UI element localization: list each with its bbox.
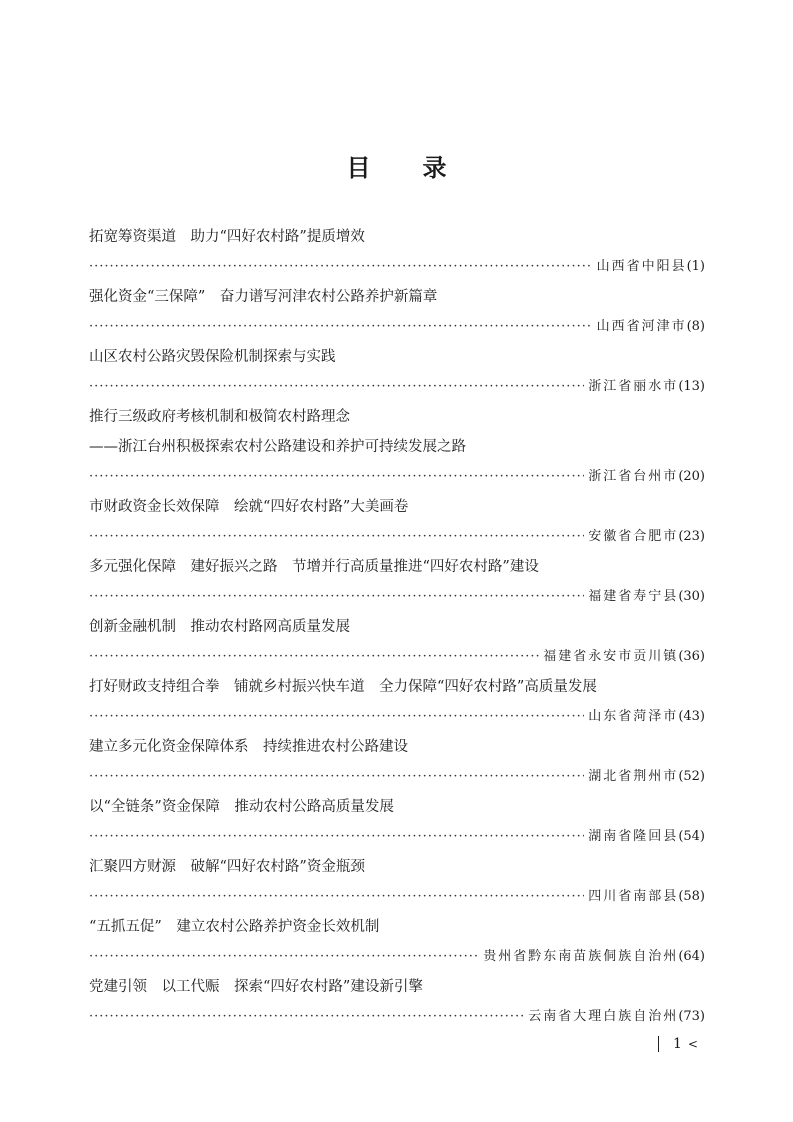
toc-entry-page: (54) [678, 829, 705, 844]
toc-entry-place: 山西省中阳县 [596, 259, 687, 274]
toc-entry-page: (52) [678, 769, 705, 784]
toc-entry-place: 安徽省合肥市 [588, 529, 679, 544]
toc-leader-line [89, 822, 705, 852]
toc-entry-place: 贵州省黔东南苗族侗族自治州 [483, 949, 679, 964]
toc-entry-page: (1) [686, 259, 705, 274]
toc-entry-place: 四川省南部县 [588, 889, 679, 904]
toc-leader-line [89, 702, 705, 732]
footer-arrow-icon: < [687, 1037, 698, 1051]
table-of-contents [89, 222, 705, 1032]
toc-entry-title: 多元强化保障 建好振兴之路 节增并行高质量推进“四好农村路”建设 [89, 559, 539, 575]
toc-leader-line [89, 882, 705, 912]
toc-entry[interactable] [89, 732, 705, 792]
toc-entry-page: (30) [678, 589, 705, 604]
toc-entry[interactable] [89, 672, 705, 732]
footer-divider [658, 1036, 659, 1052]
toc-leader-line [89, 522, 705, 552]
toc-leader-line [89, 582, 705, 612]
toc-entry-title: “五抓五促” 建立农村公路养护资金长效机制 [89, 919, 380, 935]
toc-leader-line [89, 252, 705, 282]
toc-leader-line [89, 462, 705, 492]
toc-leader-line [89, 642, 705, 672]
toc-entry-place: 湖南省隆回县 [588, 829, 679, 844]
toc-entry[interactable] [89, 552, 705, 612]
toc-dot-leader [89, 522, 584, 552]
toc-entry-page: (13) [678, 379, 705, 394]
toc-leader-line [89, 762, 705, 792]
toc-entry[interactable] [89, 342, 705, 402]
toc-entry-title: 推行三级政府考核机制和极简农村路理念 [89, 409, 350, 425]
toc-entry-title: 创新金融机制 推动农村路网高质量发展 [89, 619, 350, 635]
toc-entry-place: 福建省寿宁县 [588, 589, 679, 604]
toc-entry-title: 建立多元化资金保障体系 持续推进农村公路建设 [89, 739, 408, 755]
toc-entry-place: 湖北省荆州市 [588, 769, 679, 784]
toc-entry-place: 福建省永安市贡川镇 [543, 649, 679, 664]
toc-entry[interactable] [89, 972, 705, 1032]
toc-entry-place: 山东省菏泽市 [588, 709, 679, 724]
toc-leader-line [89, 1002, 705, 1032]
toc-entry[interactable] [89, 612, 705, 672]
toc-entry-title: 市财政资金长效保障 绘就“四好农村路”大美画卷 [89, 499, 409, 515]
toc-entry-place: 云南省大理白族自治州 [528, 1009, 679, 1024]
toc-leader-line [89, 372, 705, 402]
toc-entry-place: 浙江省台州市 [588, 469, 679, 484]
toc-dot-leader [89, 882, 584, 912]
toc-leader-line [89, 942, 705, 972]
toc-entry-title: 拓宽筹资渠道 助力“四好农村路”提质增效 [89, 229, 365, 245]
toc-entry-title: 山区农村公路灾毁保险机制探索与实践 [89, 349, 336, 365]
toc-entry-title: 强化资金“三保障” 奋力谱写河津农村公路养护新篇章 [89, 289, 438, 305]
footer-page-number: 1 [673, 1036, 682, 1052]
toc-entry-place: 浙江省丽水市 [588, 379, 679, 394]
toc-dot-leader [89, 252, 593, 282]
toc-entry-title: 汇聚四方财源 破解“四好农村路”资金瓶颈 [89, 859, 365, 875]
toc-entry-page: (36) [678, 649, 705, 664]
toc-entry-page: (73) [678, 1009, 705, 1024]
toc-dot-leader [89, 642, 539, 672]
toc-leader-line [89, 312, 705, 342]
page-title: 目录 [346, 154, 499, 182]
toc-entry-page: (43) [678, 709, 705, 724]
toc-entry-title: 党建引领 以工代赈 探索“四好农村路”建设新引擎 [89, 979, 423, 995]
toc-dot-leader [89, 702, 584, 732]
toc-dot-leader [89, 942, 479, 972]
toc-dot-leader [89, 582, 584, 612]
toc-entry[interactable] [89, 492, 705, 552]
toc-entry[interactable] [89, 852, 705, 912]
toc-entry[interactable] [89, 792, 705, 852]
toc-entry-place: 山西省河津市 [596, 319, 687, 334]
toc-entry-page: (58) [678, 889, 705, 904]
toc-dot-leader [89, 1002, 524, 1032]
toc-dot-leader [89, 312, 593, 342]
toc-dot-leader [89, 462, 584, 492]
toc-dot-leader [89, 372, 584, 402]
toc-entry[interactable] [89, 222, 705, 282]
toc-entry-title: 以“全链条”资金保障 推动农村公路高质量发展 [89, 799, 394, 815]
toc-entry-page: (8) [686, 319, 705, 334]
toc-entry-title: 打好财政支持组合拳 铺就乡村振兴快车道 全力保障“四好农村路”高质量发展 [89, 679, 597, 695]
toc-dot-leader [89, 822, 584, 852]
page-footer [658, 1036, 698, 1052]
toc-dot-leader [89, 762, 584, 792]
toc-entry-page: (64) [678, 949, 705, 964]
toc-entry[interactable] [89, 912, 705, 972]
toc-entry-subtitle: ——浙江台州积极探索农村公路建设和养护可持续发展之路 [89, 439, 466, 455]
toc-entry[interactable] [89, 282, 705, 342]
toc-entry-page: (20) [678, 469, 705, 484]
toc-entry[interactable] [89, 402, 705, 492]
toc-entry-page: (23) [678, 529, 705, 544]
